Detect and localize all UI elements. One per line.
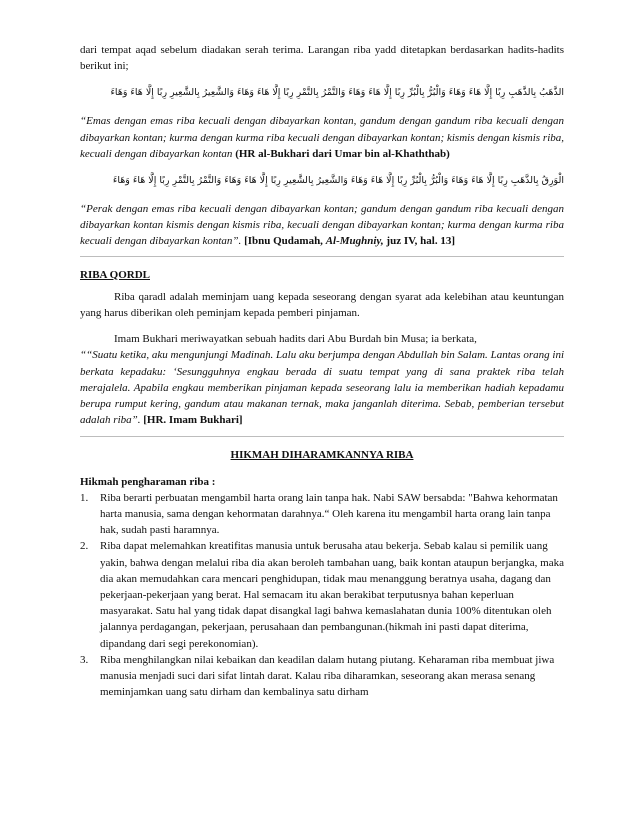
- hadith-translation-1: [80, 113, 564, 162]
- quote-1-source: (HR al-Bukhari dari Umar bin al-Khaththab): [235, 147, 450, 160]
- quote-2-source-c: juz IV, hal. 13]: [386, 235, 455, 248]
- riba-qordl-heading: RIBA QORDL: [80, 268, 150, 281]
- bukhari-quote: [80, 347, 564, 428]
- hadith-translation-2: [80, 201, 564, 250]
- divider: [80, 256, 564, 257]
- intro-paragraph: dari tempat aqad sebelum diadakan serah terima. Larangan riba yadd ditetapkan berdasarkan hadits-hadits berikut ini;: [80, 44, 564, 73]
- divider-2: [80, 436, 564, 437]
- arabic-hadith-1: الذَّهَبُ بِالذَّهَبِ رِبًا إِلَّا هَاءَ وَهَاءَ وَالْبُرُّ بِالْبُرِّ رِبًا إِلَّا هَاءَ وَهَاءَ وَالتَّمْرُ بِالتَّمْرِ رِبًا إِلَّا هَاءَ وَهَاءَ وَالشَّعِيرُ بِالشَّعِيرِ رِبًا إِلَّا هَاءَ وَهَاءَ: [110, 87, 564, 99]
- list-number: 1.: [80, 491, 89, 504]
- list-number: 2.: [80, 540, 89, 553]
- arabic-hadith-2: الْوَرِقُ بِالذَّهَبِ رِبًا إِلَّا هَاءَ وَهَاءَ وَالْبُرُّ بِالْبُرِّ رِبًا إِلَّا هَاءَ وَهَاءَ وَالشَّعِيرُ بِالشَّعِيرِ رِبًا إِلَّا هَاءَ وَهَاءَ وَالتَّمْرُ بِالتَّمْرِ رِبًا إِلَّا هَاءَ وَهَاءَ: [112, 175, 564, 187]
- list-text: Riba menghilangkan nilai kebaikan dan keadilan dalam hutang piutang. Keharaman riba membuat jiwa manusia menjadi suci dari sifat lintah darat. Kalau riba diharamkan, seseorang akan merasa senang meminjamkan uang satu dirham dan kembalinya satu dirham: [100, 653, 555, 699]
- quote-2-text: “Perak dengan emas riba kecuali dengan dibayarkan kontan; gandum dengan gandum riba kecuali dengan dibayarkan kontan kismis dengan kismis riba, kecuali dengan dibayarkan kontan; kurma dengan kurma riba kecuali dengan dibayarkan kontan”.: [80, 203, 564, 248]
- hikmah-subheading: Hikmah pengharaman riba :: [80, 475, 216, 488]
- list-item: [80, 652, 564, 701]
- list-text: Riba dapat melemahkan kreatifitas manusia untuk berusaha atau bekerja. Sebab kalau si pemilik uang yakin, bahwa dengan melalui riba dia akan beroleh tambahan uang, baik kontan ataupun berjangka, maka dia akan memudahkan cara mencari penghidupan, tidak mau menanggung beratnya usaha, dagang dan pekerjaan-pekerjaan yang berat. Hal semacam itu akan berakibat terputusnya bahan keperluan masyarakat. Satu hal yang tidak dapat disangkal lagi bahwa kemaslahatan dunia 100% ditentukan oleh jalannya perdagangan, pekerjaan, perusahaan dan pembangunan.(hikmah ini pasti dapat diterima, dipandang dari segi perekonomian).: [100, 540, 564, 650]
- bukhari-intro: Imam Bukhari meriwayatkan sebuah hadits dari Abu Burdah bin Musa; ia berkata,: [114, 333, 477, 346]
- document-page: [80, 42, 564, 701]
- bukhari-source: [HR. Imam Bukhari]: [143, 414, 243, 427]
- list-text: Riba berarti perbuatan mengambil harta orang lain tanpa hak. Nabi SAW bersabda: "Bahwa kehormatan harta manusia, sama dengan kehormatan darahnya.“ Oleh karena itu mengambil harta orang lain tanpa hak, sudah pasti haramnya.: [100, 491, 558, 537]
- quote-2-source-b: Al-Mughniy,: [325, 235, 384, 248]
- hikmah-heading: HIKMAH DIHARAMKANNYA RIBA: [230, 449, 414, 462]
- list-item: [80, 490, 564, 539]
- bukhari-quote-text: ““Suatu ketika, aku mengunjungi Madinah. Lalu aku berjumpa dengan Abdullah bin Salam. Lantas orang ini berkata kepadaku: ‘Sesungguhnya engkau berada di suatu tempat yang di sana praktek riba telah merajalela. Apabila engkau memberikan pinjaman kepada seseorang lalu ia memberikan hadiah kepadamu berupa rumput kering, gandum atau makanan ternak, maka janganlah diterima. Sebab, pemberian tersebut adalah riba”.: [80, 349, 564, 427]
- list-number: 3.: [80, 653, 89, 666]
- quote-2-source-a: [Ibnu Qudamah,: [244, 235, 323, 248]
- list-item: [80, 538, 564, 651]
- hikmah-list: [80, 490, 564, 701]
- quote-1-text: “Emas dengan emas riba kecuali dengan dibayarkan kontan, gandum dengan gandum riba kecuali dengan dibayarkan kontan; kurma dengan kurma riba kecuali dengan dibayarkan kontan; kismis dengan kismis riba, kecuali dengan dibayarkan kontan: [80, 115, 564, 160]
- riba-qordl-paragraph: Riba qaradl adalah meminjam uang kepada seseorang dengan syarat ada kelebihan atau keuntungan yang harus diberikan oleh peminjam kepada pemberi pinjaman.: [80, 290, 564, 320]
